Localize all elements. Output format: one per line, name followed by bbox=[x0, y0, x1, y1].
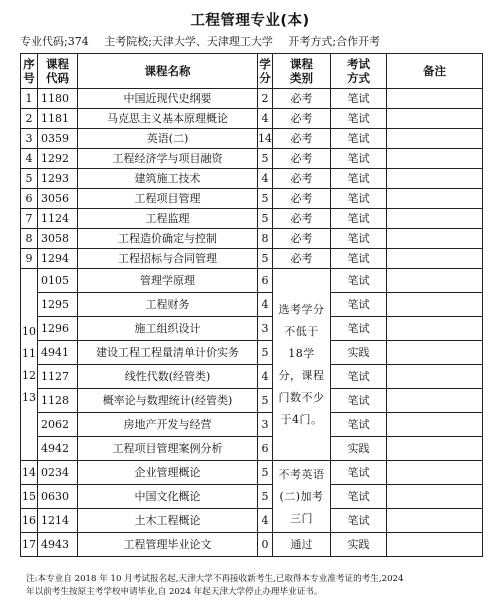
exam-school: 主考院校;天津大学、天津理工大学 bbox=[104, 35, 273, 48]
elective-note: 选考学分不低于18学分，课程门数不少于4门。 bbox=[273, 269, 331, 461]
course-table bbox=[20, 53, 483, 557]
major-code: 专业代码;374 bbox=[20, 35, 89, 48]
table-row: 2 1181 马克思主义基本原理概论 4 必考 笔试 bbox=[21, 109, 483, 129]
elective-numbers: 10 11 12 13 bbox=[21, 269, 38, 461]
header-credit: 学 分 bbox=[258, 54, 273, 89]
table-row: 7 1124 工程监理 5 必考 笔试 bbox=[21, 209, 483, 229]
header-remark: 备注 bbox=[387, 54, 483, 89]
header-no: 序 号 bbox=[21, 54, 38, 89]
table-row: 1 1180 中国近现代史纲要 2 必考 笔试 bbox=[21, 89, 483, 109]
header-name: 课程名称 bbox=[78, 54, 258, 89]
table-row: 15 0630 中国文化概论 5 笔试 bbox=[21, 485, 483, 509]
footnote bbox=[26, 573, 488, 599]
table-row: 3 0359 英语(二) 14 必考 笔试 bbox=[21, 129, 483, 149]
header-exam: 考试 方式 bbox=[331, 54, 387, 89]
footnote-line-1: 注:本专业自 2018 年 10 月考试报名起,天津大学不再接收新考生,已取得本专业准考证的考生,2024 bbox=[26, 574, 404, 584]
header-code: 课程 代码 bbox=[38, 54, 78, 89]
table-row: 5 1293 建筑施工技术 4 必考 笔试 bbox=[21, 169, 483, 189]
table-row: 16 1214 土木工程概论 4 笔试 bbox=[21, 509, 483, 533]
header-row bbox=[21, 54, 483, 89]
table-row: 9 1294 工程招标与合同管理 5 必考 笔试 bbox=[21, 249, 483, 269]
page-title: 工程管理专业(本) bbox=[190, 13, 310, 29]
table-row: 1128 概率论与数理统计(经管类) 5 笔试 bbox=[21, 389, 483, 413]
table-row: 4941 建设工程工程量清单计价实务 5 实践 bbox=[21, 341, 483, 365]
exam-method: 开考方式;合作开考 bbox=[288, 35, 381, 48]
table-row: 17 4943 工程管理毕业论文 0 通过 实践 bbox=[21, 533, 483, 557]
table-row: 1296 施工组织设计 3 笔试 bbox=[21, 317, 483, 341]
header-type: 课程 类别 bbox=[273, 54, 331, 89]
table-row: 4 1292 工程经济学与项目融资 5 必考 笔试 bbox=[21, 149, 483, 169]
table-row: 1127 线性代数(经管类) 4 笔试 bbox=[21, 365, 483, 389]
major-info bbox=[20, 33, 490, 49]
table-row: 14 0234 企业管理概论 5 不考英语(二)加考三门 笔试 bbox=[21, 461, 483, 485]
table-row: 2062 房地产开发与经营 3 笔试 bbox=[21, 413, 483, 437]
table-row: 4942 工程项目管理案例分析 6 实践 bbox=[21, 437, 483, 461]
table-row: 10 11 12 13 0105 管理学原理 6 选考学分不低于18学分，课程门数不少于4门。 笔试 bbox=[21, 269, 483, 293]
alt-note: 不考英语(二)加考三门 bbox=[273, 461, 331, 533]
table-row: 8 3058 工程造价确定与控制 8 必考 笔试 bbox=[21, 229, 483, 249]
table-row: 1295 工程财务 4 笔试 bbox=[21, 293, 483, 317]
table-row: 6 3056 工程项目管理 5 必考 笔试 bbox=[21, 189, 483, 209]
footnote-line-2: 年以前考生按原主考学校申请毕业,自 2024 年起天津大学停止办理毕业证书。 bbox=[26, 587, 323, 597]
